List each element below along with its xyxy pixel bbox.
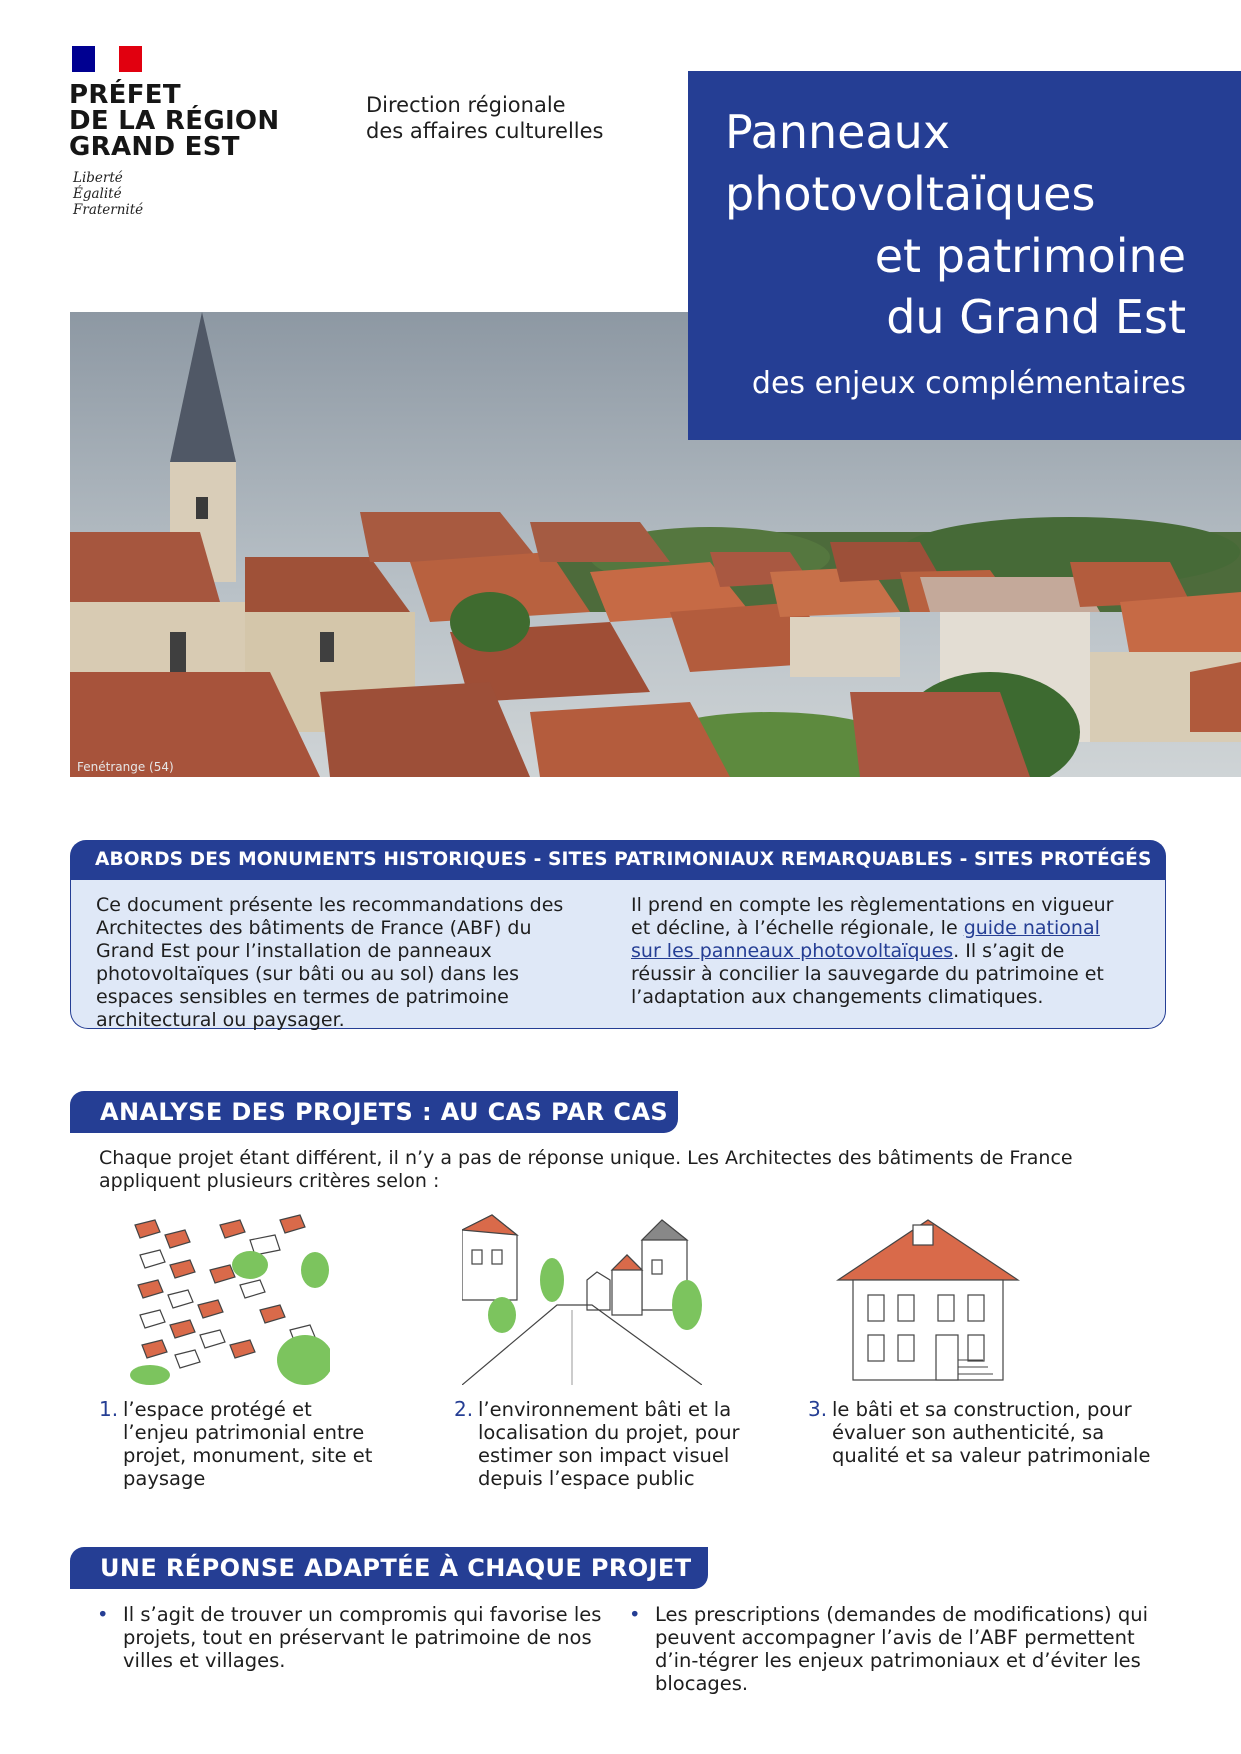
street-illustration: [462, 1210, 722, 1385]
title-line-2: photovoltaïques: [725, 167, 1096, 221]
analyse-heading: [70, 1091, 678, 1133]
house-drawing: [818, 1210, 1058, 1385]
prefet-logo-text: [69, 82, 279, 160]
abords-box: [70, 880, 1166, 1029]
aerial-town-illustration: [130, 1210, 390, 1385]
title-line-3: et patrimoine: [874, 229, 1186, 283]
marianne-flag-icon: [72, 46, 142, 72]
photo-caption: Fenétrange (54): [77, 760, 174, 774]
devise-liberte: Liberté: [73, 170, 123, 186]
analyse-intro: Chaque projet étant différent, il n’y a pas de réponse unique. Les Architectes des bâtiments de France appliquent plusieurs critères selon :: [99, 1147, 1073, 1192]
criterion-1-number: 1.: [99, 1397, 119, 1421]
title-subtitle: des enjeux complémentaires: [751, 366, 1186, 401]
logo-line-1: PRÉFET: [69, 80, 181, 110]
devise-egalite: Égalité: [73, 186, 122, 202]
abords-heading-text: ABORDS DES MONUMENTS HISTORIQUES - SITES PATRIMONIAUX REMARQUABLES - SITES PROTÉGÉS: [95, 849, 1152, 870]
analyse-heading-text: ANALYSE DES PROJETS : AU CAS PAR CAS: [100, 1098, 669, 1126]
criterion-3-number: 3.: [808, 1397, 828, 1421]
flag-blue-stripe: [72, 46, 95, 72]
logo-line-3: GRAND EST: [69, 132, 240, 162]
title-block: [688, 71, 1241, 440]
drac-label: [366, 92, 603, 144]
title-line-1: Panneaux: [725, 105, 951, 159]
flag-white-stripe: [95, 46, 118, 72]
aerial-town-drawing: [130, 1210, 330, 1385]
abords-right-text: [631, 894, 1131, 1009]
reponse-heading: [70, 1547, 708, 1589]
flag-red-stripe: [119, 46, 142, 72]
abords-heading: [70, 840, 1166, 880]
logo-line-2: DE LA RÉGION: [69, 106, 280, 136]
abords-right-after: . Il s’agit de réussir à concilier la sauvegarde du patrimoine et l’adaptation aux changements climatiques.: [631, 940, 1104, 1008]
bullet-2-dot: •: [629, 1603, 641, 1626]
house-illustration: [818, 1210, 1078, 1385]
criterion-2-number: 2.: [454, 1397, 474, 1421]
title-line-4: du Grand Est: [886, 290, 1186, 344]
reponse-bullet-1-text: Il s’agit de trouver un compromis qui favorise les projets, tout en préservant le patrimoine de nos villes et villages.: [123, 1603, 602, 1672]
criterion-2-text: l’environnement bâti et la localisation du projet, pour estimer son impact visuel depuis l’espace public: [478, 1398, 740, 1490]
drac-line-2: des affaires culturelles: [366, 119, 604, 143]
reponse-heading-text: UNE RÉPONSE ADAPTÉE À CHAQUE PROJET: [100, 1554, 692, 1582]
drac-line-1: Direction régionale: [366, 93, 566, 117]
criterion-3-text: le bâti et sa construction, pour évaluer son authenticité, sa qualité et sa valeur patrimoniale: [832, 1398, 1151, 1467]
devise-fraternite: Fraternité: [73, 202, 144, 218]
criterion-1-text: l’espace protégé et l’enjeu patrimonial entre projet, monument, site et paysage: [123, 1398, 373, 1490]
street-drawing: [462, 1210, 702, 1385]
abords-left-text: Ce document présente les recommandations des Architectes des bâtiments de France (ABF) du Grand Est pour l’installation de panneaux photovoltaïques (sur bâti ou au sol) dans les espaces sensibles en termes de patrimoine architectural ou paysager.: [96, 894, 564, 1031]
reponse-bullet-2-text: Les prescriptions (demandes de modifications) qui peuvent accompagner l’avis de l’ABF permettent d’in-tégrer les enjeux patrimoniaux et d’éviter les blocages.: [655, 1603, 1148, 1695]
guide-national-link[interactable]: guide national sur les panneaux photovoltaïques: [631, 917, 1100, 962]
bullet-1-dot: •: [97, 1603, 109, 1626]
devise: [73, 170, 143, 218]
abords-right-before: Il prend en compte les règlementations en vigueur et décline, à l’échelle régionale, le: [631, 894, 1114, 939]
